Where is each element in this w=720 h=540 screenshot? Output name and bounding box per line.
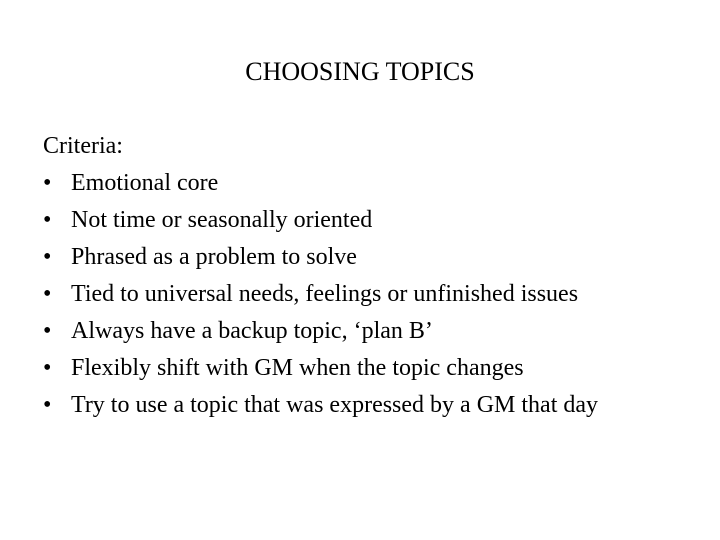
list-item-text: Try to use a topic that was expressed by a GM that day [71,392,599,418]
list-item [43,202,683,239]
list-item [43,239,683,276]
list-item [43,165,683,202]
bullet-icon: • [43,392,52,418]
list-item-text: Flexibly shift with GM when the topic changes [71,355,524,381]
list-item [43,313,683,350]
list-item-text: Phrased as a problem to solve [71,244,357,270]
slide-title [0,54,720,90]
list-item-text: Tied to universal needs, feelings or unfinished issues [71,281,579,307]
bullet-icon: • [43,281,52,307]
list-item-text: Emotional core [71,170,219,196]
bullet-icon: • [43,170,52,196]
list-item-text: Not time or seasonally oriented [71,207,373,233]
bullet-icon: • [43,355,52,381]
bullet-icon: • [43,318,52,344]
bullet-icon: • [43,244,52,270]
criteria-heading: Criteria: [43,133,123,159]
slide-title-text: CHOOSING TOPICS [245,57,475,86]
list-item [43,276,683,313]
criteria-list [43,165,683,423]
bullet-icon: • [43,207,52,233]
slide-body [43,128,683,423]
list-item-text: Always have a backup topic, ‘plan B’ [71,318,433,344]
list-item [43,350,683,387]
list-item [43,387,683,423]
